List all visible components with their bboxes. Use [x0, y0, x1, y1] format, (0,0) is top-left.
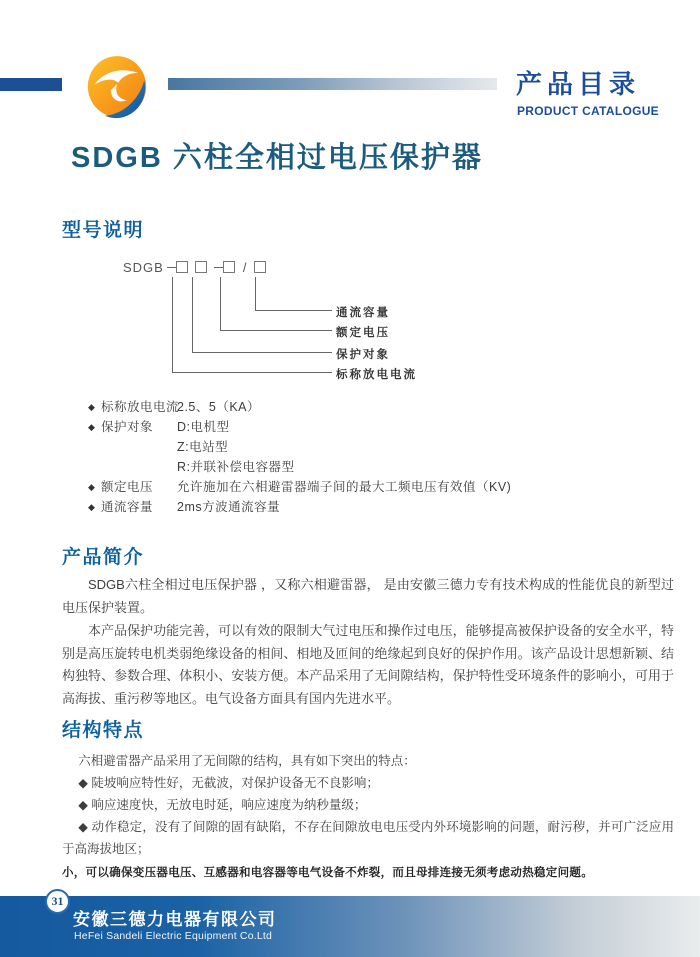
intro-paragraph: SDGB六柱全相过电压保护器 ，又称六相避雷器， 是由安徽三德力专有技术构成的性能优良的新型过电压保护装置。: [62, 577, 674, 615]
structure-intro-line: 六相避雷器产品采用了无间隙的结构，具有如下突出的特点：: [78, 754, 416, 768]
model-spec-list: [88, 397, 663, 517]
spec-term: 保护对象: [101, 420, 154, 434]
diamond-bullet-icon: [88, 457, 101, 477]
model-digit-box: [176, 261, 188, 273]
diamond-bullet-icon: ◆: [88, 502, 95, 512]
header-left-bar: [0, 78, 62, 91]
spec-term: [101, 437, 177, 457]
spec-value: Z:电站型: [177, 440, 229, 454]
model-digit-box: [195, 261, 207, 273]
spec-term: 标称放电电流: [101, 400, 180, 414]
section-heading-model: 型号说明: [62, 220, 145, 241]
spec-term: [101, 457, 177, 477]
diamond-bullet-icon: ◆: [88, 422, 95, 432]
intro-paragraph: 本产品保护功能完善，可以有效的限制大气过电压和操作过电压，能够提高被保护设备的安全水平，特别是高压旋转电机类弱绝缘设备的相间、相地及匝间的绝缘起到良好的保护作用。该产品设计思想新颖、结构独特、参数合理、体积小、安装方便。本产品采用了无间隙结构，保护特性受环境条件的影响小，可用于高海拔、重污秽等地区。电气设备方面具有国内先进水平。: [62, 623, 674, 706]
catalog-title: 产品目录: [516, 69, 641, 99]
spec-term: 额定电压: [101, 480, 154, 494]
diagram-label: 通流容量: [336, 307, 390, 319]
diagram-label: 额定电压: [336, 327, 390, 339]
diagram-connector-line: [220, 277, 221, 330]
feature-item: ◆ 响应速度快，无放电时延，响应速度为纳秒量级；: [78, 798, 367, 812]
page-number-badge: 31: [45, 889, 70, 914]
spec-row: [88, 437, 663, 457]
section-heading-intro: 产品简介: [62, 547, 145, 568]
spec-row: [88, 457, 663, 477]
diamond-bullet-icon: [88, 437, 101, 457]
spec-row: [88, 477, 663, 497]
diagram-connector-line: [255, 277, 256, 310]
model-dash: [214, 267, 223, 268]
diagram-connector-line: [172, 277, 173, 372]
model-digit-box: [223, 261, 235, 273]
bold-note-line: 小，可以确保变压器电压、互感器和电容器等电气设备不炸裂，而且母排连接无须考虑动热稳定问题。: [62, 867, 593, 879]
feature-item: ◆ 陡坡响应特性好，无截波，对保护设备无不良影响；: [78, 776, 379, 790]
feature-list: [62, 772, 674, 860]
spec-value: 2ms方波通流容量: [177, 500, 281, 514]
company-logo-icon: [86, 50, 148, 123]
spec-value: 2.5、5（KA）: [177, 400, 261, 414]
company-name-cn: 安徽三德力电器有限公司: [73, 910, 277, 929]
model-code-row: [123, 259, 266, 275]
spec-value: 允许施加在六相避雷器端子间的最大工频电压有效值（KV): [177, 480, 512, 494]
diagram-connector-line: [255, 310, 332, 311]
spec-row: [88, 397, 663, 417]
model-prefix: SDGB: [123, 259, 164, 275]
page-title: SDGB 六柱全相过电压保护器: [71, 142, 483, 174]
catalog-subtitle: PRODUCT CATALOGUE: [517, 104, 659, 118]
spec-term: 通流容量: [101, 500, 154, 514]
spec-row: [88, 497, 663, 517]
diagram-connector-line: [192, 352, 332, 353]
model-dash: [167, 267, 176, 268]
spec-value: R:并联补偿电容器型: [177, 460, 295, 474]
diagram-connector-line: [192, 277, 193, 352]
diagram-connector-line: [220, 330, 332, 331]
feature-item: ◆ 动作稳定，没有了间隙的固有缺陷，不存在间隙放电电压受内外环境影响的问题，耐污秽，并可广泛应用于高海拔地区；: [62, 820, 674, 856]
model-digit-box: [254, 261, 266, 273]
spec-value: D:电机型: [177, 420, 230, 434]
company-name-en: HeFei Sandeli Electric Equipment Co.Ltd: [74, 930, 273, 942]
diagram-label: 标称放电电流: [336, 369, 417, 381]
diagram-label: 保护对象: [336, 349, 390, 361]
diamond-bullet-icon: ◆: [88, 402, 95, 412]
header-divider-rule: [168, 78, 497, 90]
diamond-bullet-icon: ◆: [88, 482, 95, 492]
spec-row: [88, 417, 663, 437]
section-heading-structure: 结构特点: [62, 720, 145, 741]
diagram-connector-line: [172, 372, 332, 373]
model-slash: /: [242, 259, 247, 275]
